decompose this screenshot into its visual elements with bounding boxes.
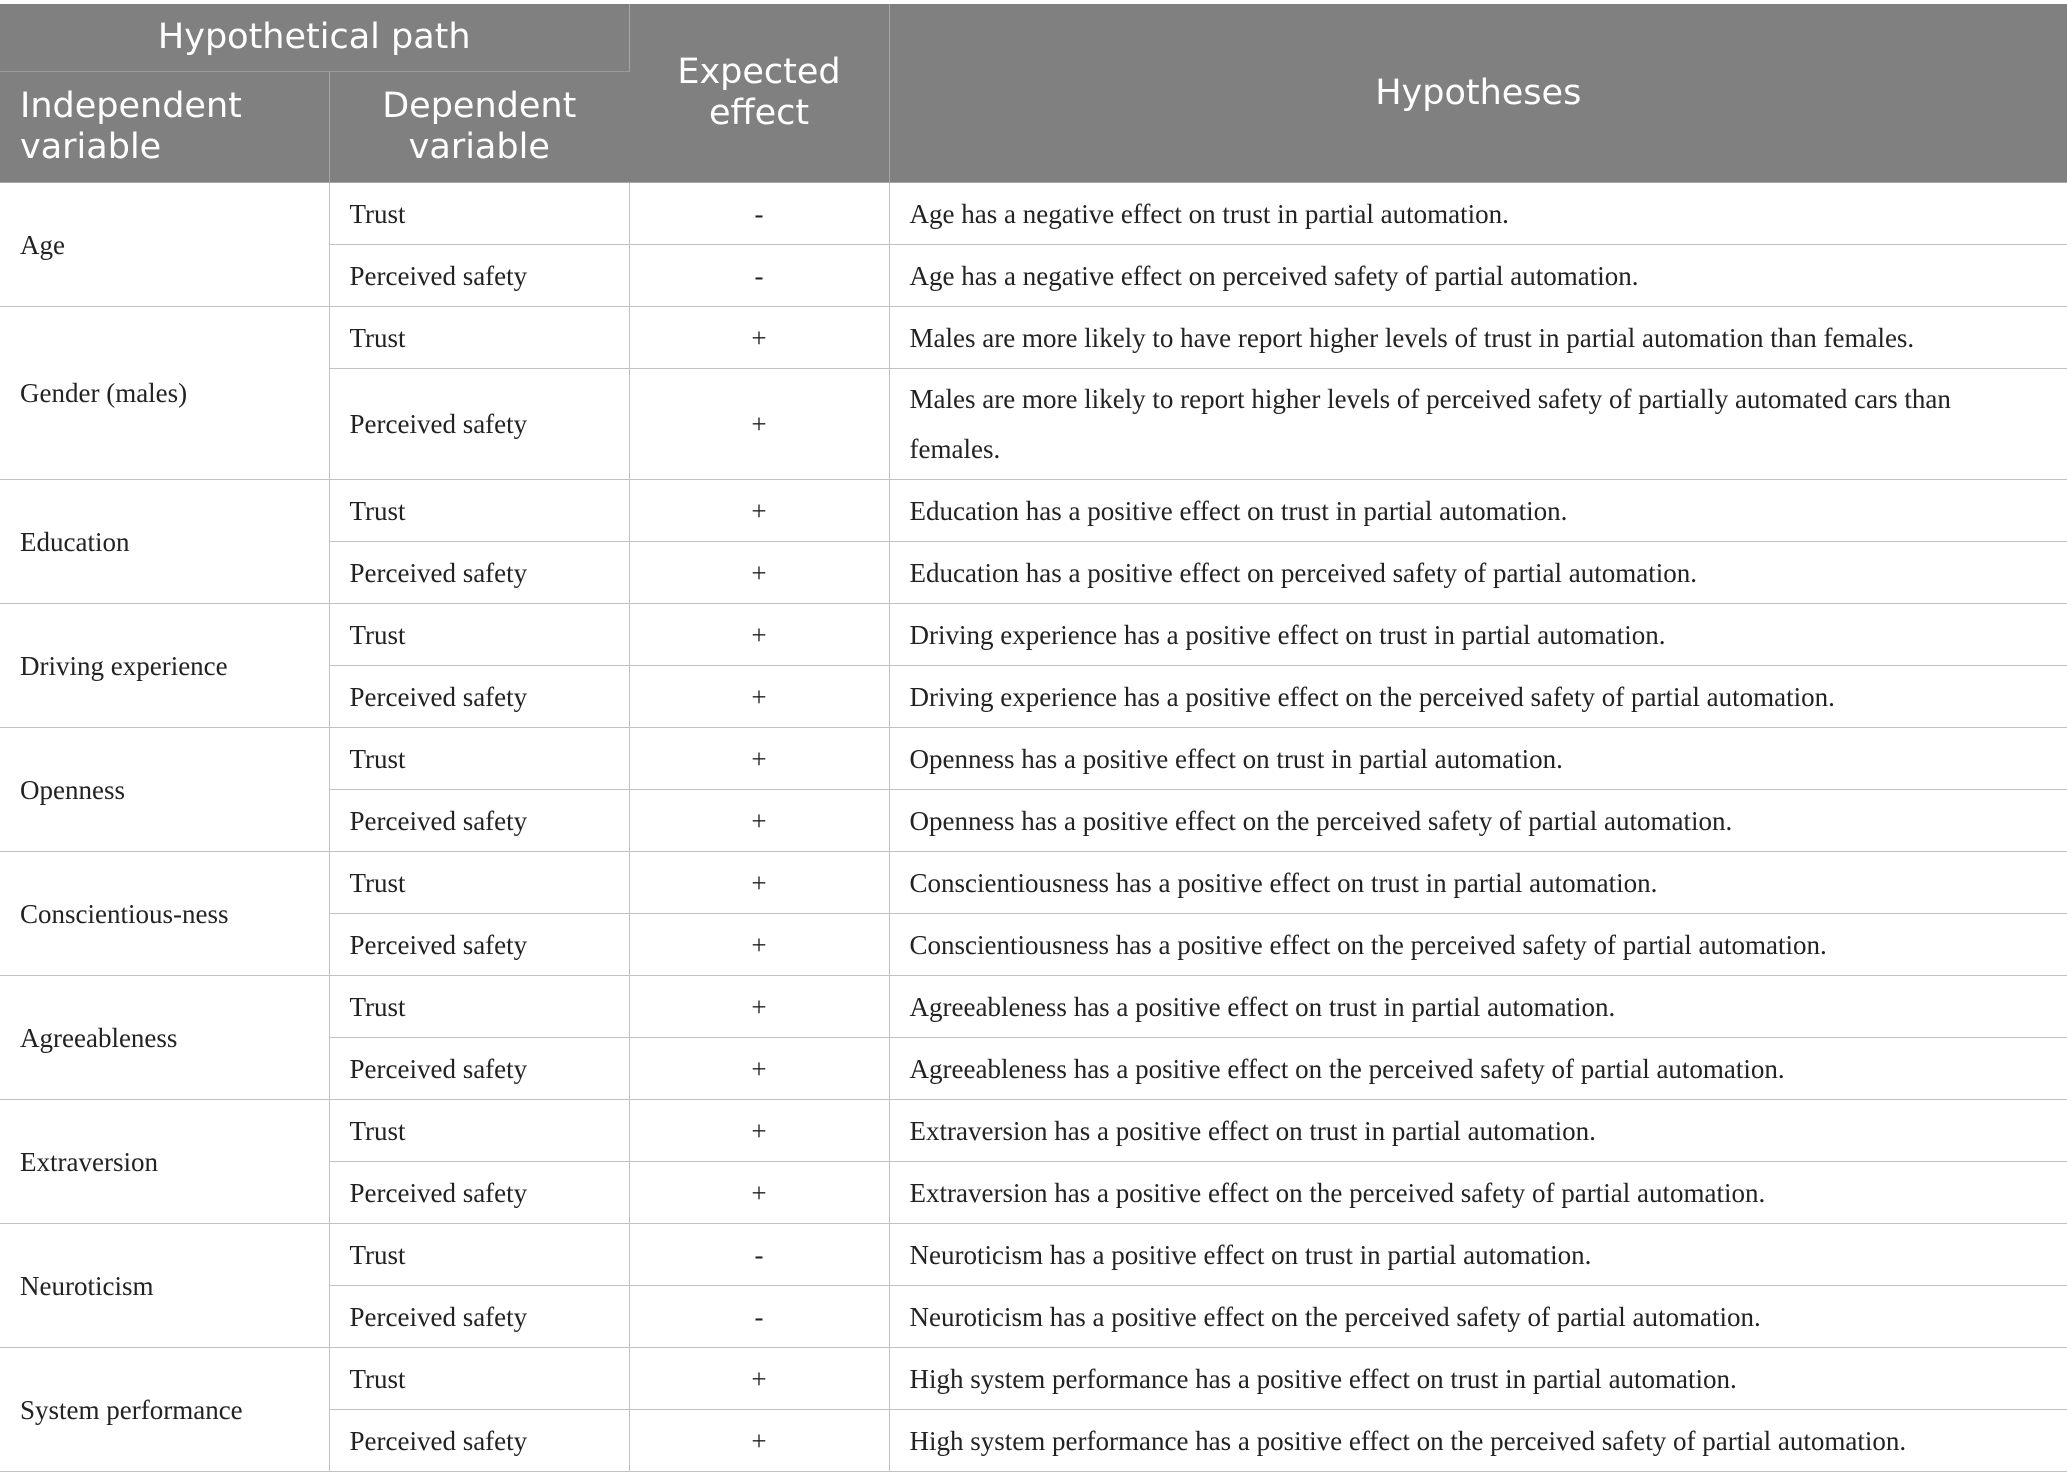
expected-effect-cell: +: [629, 307, 889, 369]
dependent-variable-cell: Trust: [329, 604, 629, 666]
expected-effect-cell: -: [629, 1286, 889, 1348]
table-row: [0, 1348, 2067, 1410]
independent-variable-cell: Openness: [0, 728, 329, 852]
independent-variable-cell: Driving experience: [0, 604, 329, 728]
expected-effect-cell: -: [629, 1224, 889, 1286]
hypotheses-table: [0, 4, 2067, 1472]
hypothesis-cell: Conscientiousness has a positive effect on the perceived safety of partial automation.: [889, 914, 2067, 976]
header-hypotheses: Hypotheses: [889, 4, 2067, 183]
dependent-variable-cell: Perceived safety: [329, 914, 629, 976]
dependent-variable-cell: Trust: [329, 728, 629, 790]
independent-variable-cell: Age: [0, 183, 329, 307]
hypothesis-cell: Neuroticism has a positive effect on the perceived safety of partial automation.: [889, 1286, 2067, 1348]
expected-effect-cell: +: [629, 1162, 889, 1224]
table-row: [0, 728, 2067, 790]
dependent-variable-cell: Trust: [329, 1100, 629, 1162]
hypothesis-cell: Openness has a positive effect on the perceived safety of partial automation.: [889, 790, 2067, 852]
expected-effect-cell: +: [629, 604, 889, 666]
expected-effect-cell: +: [629, 790, 889, 852]
dependent-variable-cell: Trust: [329, 183, 629, 245]
independent-variable-cell: Gender (males): [0, 307, 329, 480]
expected-effect-cell: +: [629, 1038, 889, 1100]
hypothesis-cell: Males are more likely to report higher levels of perceived safety of partially automated cars than females.: [889, 369, 2067, 480]
hypothesis-cell: Age has a negative effect on trust in partial automation.: [889, 183, 2067, 245]
independent-variable-cell: Agreeableness: [0, 976, 329, 1100]
header-dependent-variable: Dependent variable: [329, 72, 629, 183]
table-row: [0, 183, 2067, 245]
table-row: [0, 604, 2067, 666]
hypothesis-cell: Driving experience has a positive effect on the perceived safety of partial automation.: [889, 666, 2067, 728]
header-row-1: [0, 4, 2067, 72]
dependent-variable-cell: Trust: [329, 976, 629, 1038]
expected-effect-cell: +: [629, 1348, 889, 1410]
dependent-variable-cell: Perceived safety: [329, 1410, 629, 1472]
dependent-variable-cell: Perceived safety: [329, 1162, 629, 1224]
table-row: [0, 480, 2067, 542]
hypothesis-cell: Agreeableness has a positive effect on trust in partial automation.: [889, 976, 2067, 1038]
hypothesis-cell: Extraversion has a positive effect on the perceived safety of partial automation.: [889, 1162, 2067, 1224]
expected-effect-cell: -: [629, 183, 889, 245]
expected-effect-cell: +: [629, 976, 889, 1038]
header-independent-variable: Independent variable: [0, 72, 329, 183]
table-body: [0, 183, 2067, 1472]
independent-variable-cell: Conscientious-ness: [0, 852, 329, 976]
independent-variable-cell: System performance: [0, 1348, 329, 1472]
dependent-variable-cell: Trust: [329, 852, 629, 914]
hypothesis-cell: Conscientiousness has a positive effect on trust in partial automation.: [889, 852, 2067, 914]
table-row: [0, 852, 2067, 914]
dependent-variable-cell: Perceived safety: [329, 542, 629, 604]
table-row: [0, 976, 2067, 1038]
dependent-variable-cell: Trust: [329, 1224, 629, 1286]
hypothesis-cell: Males are more likely to have report higher levels of trust in partial automation than females.: [889, 307, 2067, 369]
expected-effect-cell: +: [629, 480, 889, 542]
expected-effect-cell: -: [629, 245, 889, 307]
dependent-variable-cell: Perceived safety: [329, 1038, 629, 1100]
dependent-variable-cell: Trust: [329, 480, 629, 542]
hypothesis-cell: High system performance has a positive effect on the perceived safety of partial automation.: [889, 1410, 2067, 1472]
table-row: [0, 1224, 2067, 1286]
dependent-variable-cell: Trust: [329, 307, 629, 369]
hypothesis-cell: Openness has a positive effect on trust in partial automation.: [889, 728, 2067, 790]
dependent-variable-cell: Trust: [329, 1348, 629, 1410]
expected-effect-cell: +: [629, 1100, 889, 1162]
header-hypothetical-path: Hypothetical path: [0, 4, 629, 72]
table-row: [0, 307, 2067, 369]
expected-effect-cell: +: [629, 666, 889, 728]
expected-effect-cell: +: [629, 542, 889, 604]
hypothesis-cell: High system performance has a positive effect on trust in partial automation.: [889, 1348, 2067, 1410]
independent-variable-cell: Education: [0, 480, 329, 604]
expected-effect-cell: +: [629, 728, 889, 790]
expected-effect-cell: +: [629, 852, 889, 914]
header-expected-effect: Expected effect: [629, 4, 889, 183]
independent-variable-cell: Neuroticism: [0, 1224, 329, 1348]
expected-effect-cell: +: [629, 914, 889, 976]
dependent-variable-cell: Perceived safety: [329, 666, 629, 728]
dependent-variable-cell: Perceived safety: [329, 1286, 629, 1348]
hypothesis-cell: Education has a positive effect on perceived safety of partial automation.: [889, 542, 2067, 604]
dependent-variable-cell: Perceived safety: [329, 369, 629, 480]
table-row: [0, 1100, 2067, 1162]
expected-effect-cell: +: [629, 369, 889, 480]
dependent-variable-cell: Perceived safety: [329, 245, 629, 307]
hypothesis-cell: Neuroticism has a positive effect on trust in partial automation.: [889, 1224, 2067, 1286]
hypothesis-cell: Education has a positive effect on trust in partial automation.: [889, 480, 2067, 542]
table-header: [0, 4, 2067, 183]
hypothesis-cell: Agreeableness has a positive effect on the perceived safety of partial automation.: [889, 1038, 2067, 1100]
hypothesis-cell: Extraversion has a positive effect on trust in partial automation.: [889, 1100, 2067, 1162]
independent-variable-cell: Extraversion: [0, 1100, 329, 1224]
dependent-variable-cell: Perceived safety: [329, 790, 629, 852]
hypothesis-cell: Age has a negative effect on perceived safety of partial automation.: [889, 245, 2067, 307]
expected-effect-cell: +: [629, 1410, 889, 1472]
hypothesis-cell: Driving experience has a positive effect on trust in partial automation.: [889, 604, 2067, 666]
